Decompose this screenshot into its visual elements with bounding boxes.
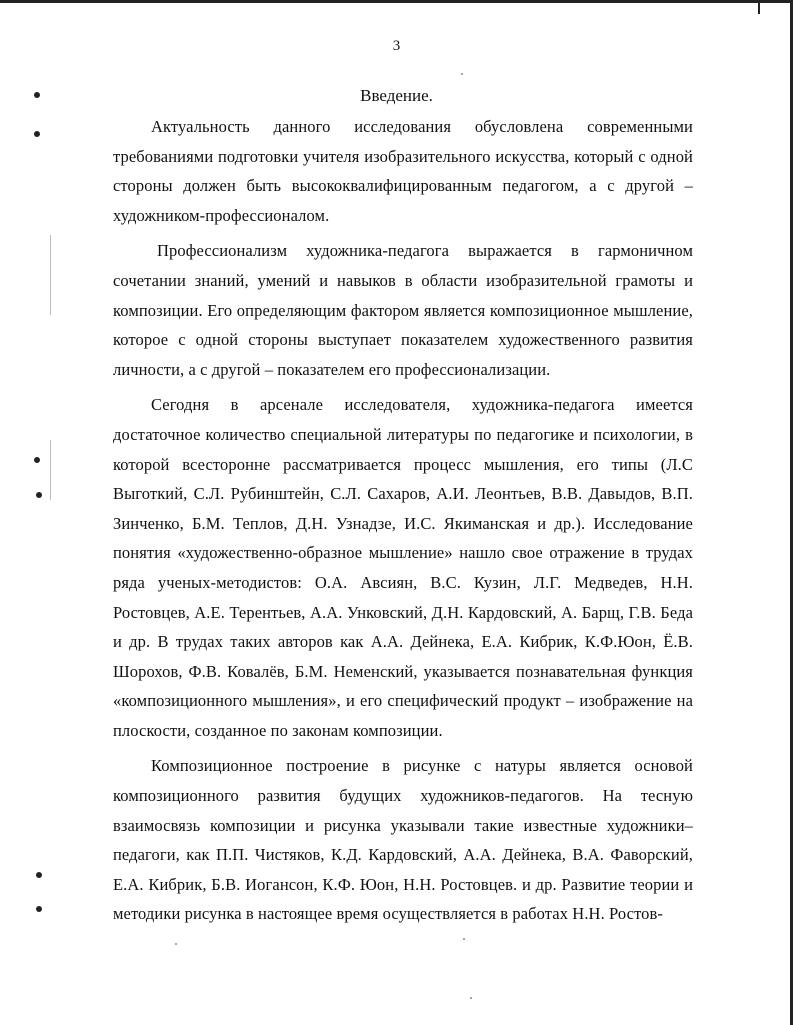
paragraph-1: Актуальность данного исследования обусловлена современными требованиями подготовки учителя изобразительного искусства, который с одной стороны должен быть высококвалифицированным педагогом, а с другой – художником-профессионалом.: [113, 117, 693, 225]
scan-dot-5: [36, 872, 42, 878]
scan-dot-4: [36, 492, 42, 498]
scan-speck-1: [461, 73, 463, 75]
scan-dot-3: [34, 457, 40, 463]
section-title: Введение.: [360, 86, 433, 105]
paragraph-3: Сегодня в арсенале исследователя, художника-педагога имеется достаточное количество специальной литературы по педагогике и психологии, в которой всесторонне рассматривается процесс мышления, его типы (Л.С Выготкий, С.Л. Рубинштейн, С.Л. Сахаров, А.И. Леонтьев, В.В. Давыдов, В.П. Зинченко, Б.М. Теплов, Д.Н. Узнадзе, И.С. Якиманская и др.). Исследование понятия «художественно-образное мышление» нашло свое отражение в трудах ряда ученых-методистов: О.А. Авсиян, В.С. Кузин, Л.Г. Медведев, Н.Н. Ростовцев, А.Е. Терентьев, А.А. Унковский, Д.Н. Кардовский, А. Барщ, Г.В. Беда и др. В трудах таких авторов как А.А. Дейнека, Е.А. Кибрик, К.Ф.Юон, Ё.В. Шорохов, Ф.В. Ковалёв, Б.М. Неменский, указывается познавательная функция «композиционного мышления», и его специфический продукт – изображение на плоскости, созданное по законам композиции.: [113, 395, 693, 740]
scan-border-top: [0, 0, 793, 3]
scan-line-left-1: [50, 235, 51, 315]
scan-speck-3: [175, 943, 177, 945]
scan-speck-2: [463, 938, 465, 940]
scan-line-left-2: [50, 440, 51, 500]
scan-corner-mark: [758, 0, 760, 14]
document-body: [113, 112, 693, 935]
page-number: 3: [392, 38, 401, 54]
scan-dot-2: [34, 131, 40, 137]
scan-dot-6: [36, 906, 42, 912]
paragraph-4: Композиционное построение в рисунке с натуры является основой композиционного развития будущих художников-педагогов. На тесную взаимосвязь композиции и рисунка указывали такие известные художники–педагоги, как П.П. Чистяков, К.Д. Кардовский, А.А. Дейнека, В.А. Фаворский, Е.А. Кибрик, Б.В. Иогансон, К.Ф. Юон, Н.Н. Ростовцев. и др. Развитие теории и методики рисунка в настоящее время осуществляется в работах Н.Н. Ростов-: [113, 756, 693, 924]
scan-speck-4: [470, 997, 472, 999]
paragraph-2: Профессионализм художника-педагога выражается в гармоничном сочетании знаний, умений и навыков в области изобразительной грамоты и композиции. Его определяющим фактором является композиционное мышление, которое с одной стороны выступает показателем художественного развития личности, а с другой – показателем его профессионализации.: [113, 241, 693, 379]
